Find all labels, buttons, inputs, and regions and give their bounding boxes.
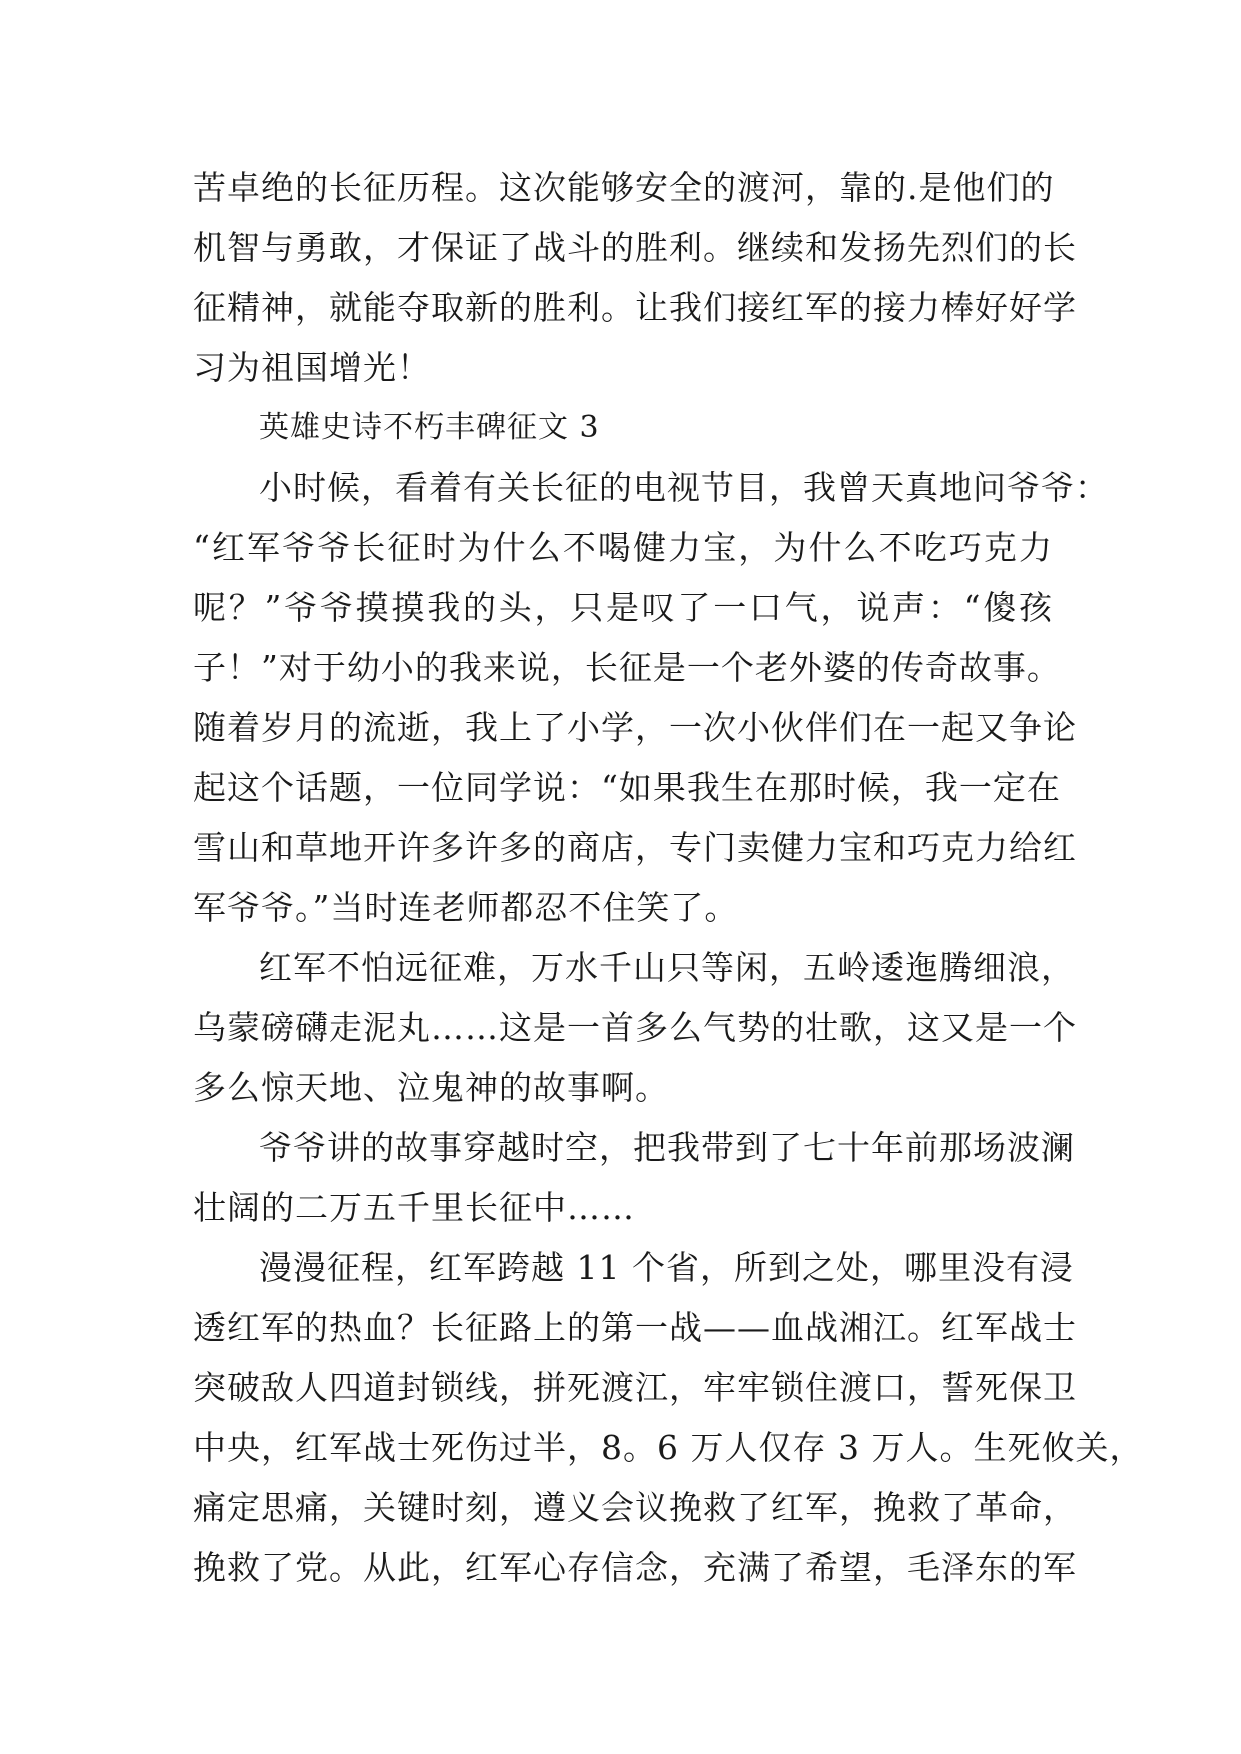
text-line: 痛定思痛，关键时刻，遵义会议挽救了红军，挽救了革命， (193, 1488, 1077, 1527)
text-line: 随着岁月的流逝，我上了小学，一次小伙伴们在一起又争论 (193, 708, 1077, 747)
text-line: 呢？”爷爷摸摸我的头，只是叹了一口气，说声：“傻孩 (193, 588, 1053, 627)
text-line: 中央，红军战士死伤过半，8。6 万人仅存 3 万人。生死攸关， (193, 1428, 1144, 1467)
text-line: 苦卓绝的长征历程。这次能够安全的渡河，靠的.是他们的 (193, 168, 1055, 207)
text-line: 红军不怕远征难，万水千山只等闲，五岭逶迤腾细浪， (259, 948, 1075, 987)
text-line: 爷爷讲的故事穿越时空，把我带到了七十年前那场波澜 (259, 1128, 1075, 1167)
text-line: 起这个话题，一位同学说：“如果我生在那时候，我一定在 (193, 768, 1061, 807)
text-line: 多么惊天地、泣鬼神的故事啊。 (193, 1068, 669, 1107)
text-line: 机智与勇敢，才保证了战斗的胜利。继续和发扬先烈们的长 (193, 228, 1077, 267)
section-heading: 英雄史诗不朽丰碑征文 3 (259, 410, 600, 445)
text-line: 突破敌人四道封锁线，拼死渡江，牢牢锁住渡口，誓死保卫 (193, 1368, 1077, 1407)
text-line: 雪山和草地开许多许多的商店，专门卖健力宝和巧克力给红 (193, 828, 1077, 867)
text-line: “红军爷爷长征时为什么不喝健力宝，为什么不吃巧克力 (193, 528, 1053, 567)
text-line: 挽救了党。从此，红军心存信念，充满了希望，毛泽东的军 (193, 1548, 1077, 1587)
document-body (193, 158, 1144, 1598)
text-line: 漫漫征程，红军跨越 11 个省，所到之处，哪里没有浸 (259, 1248, 1074, 1287)
text-line: 习为祖国增光！ (193, 348, 431, 387)
text-line: 征精神，就能夺取新的胜利。让我们接红军的接力棒好好学 (193, 288, 1077, 327)
text-line: 小时候，看着有关长征的电视节目，我曾天真地问爷爷： (259, 468, 1109, 507)
text-line: 乌蒙磅礴走泥丸……这是一首多么气势的壮歌，这又是一个 (193, 1008, 1077, 1047)
text-line: 透红军的热血？长征路上的第一战——血战湘江。红军战士 (193, 1308, 1077, 1347)
text-line: 军爷爷。”当时连老师都忍不住笑了。 (193, 888, 739, 927)
text-line: 子！”对于幼小的我来说，长征是一个老外婆的传奇故事。 (193, 648, 1061, 687)
text-line: 壮阔的二万五千里长征中…… (193, 1188, 635, 1227)
